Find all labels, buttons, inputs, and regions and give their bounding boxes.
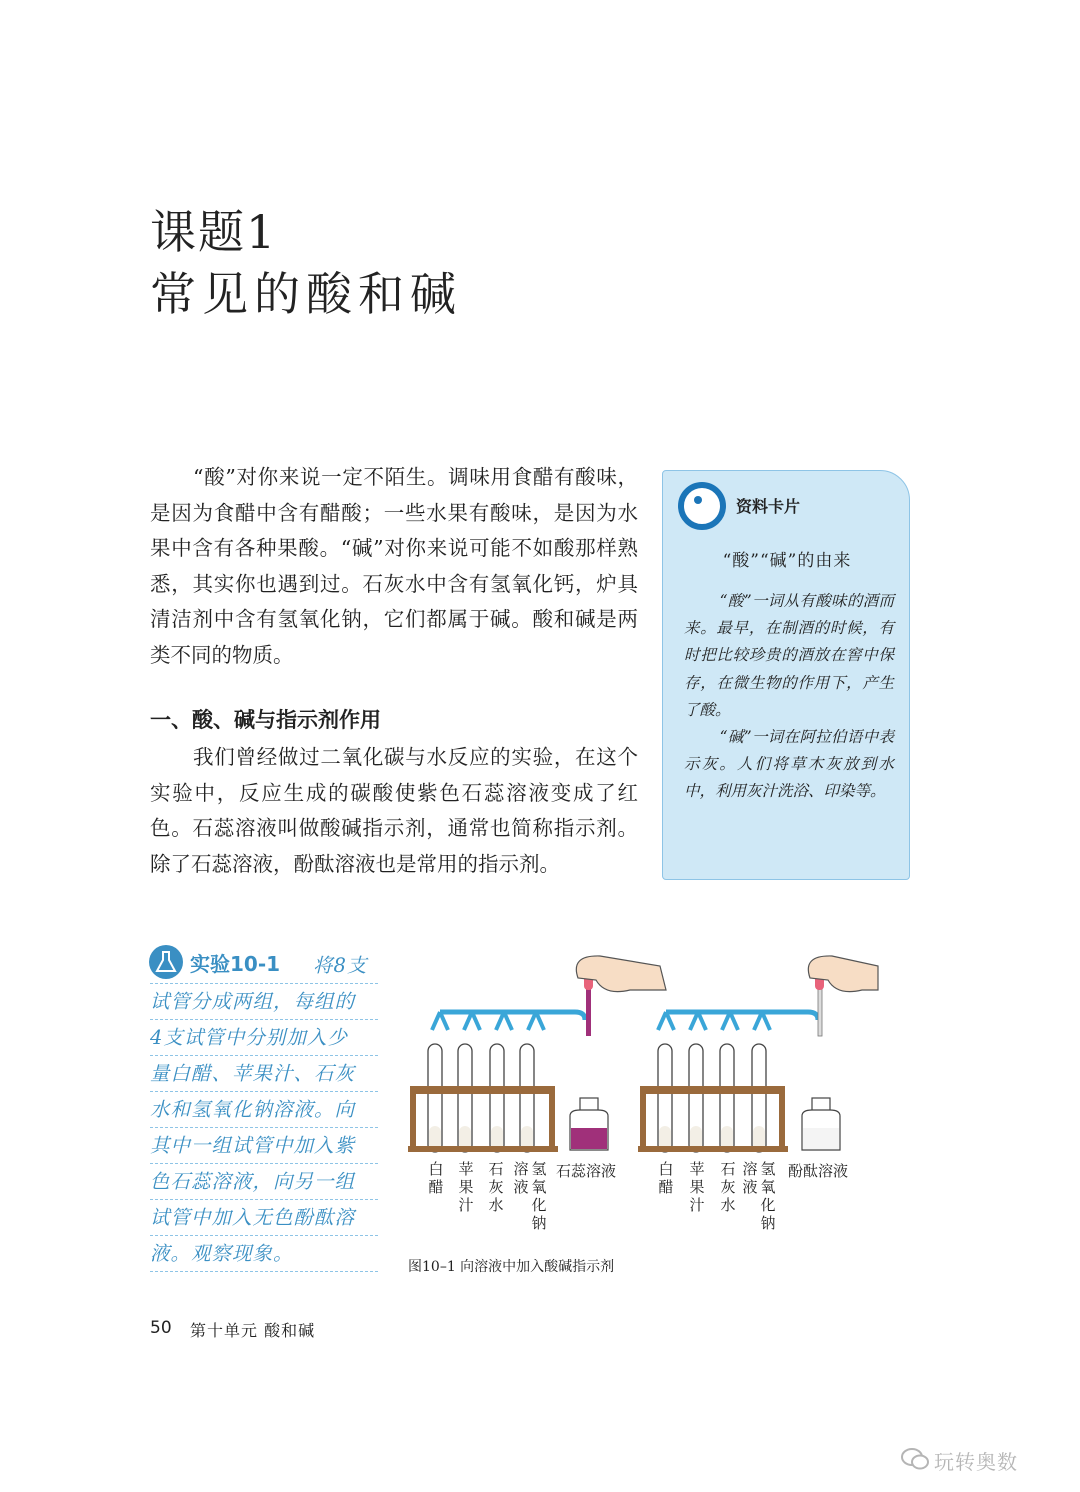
tube-label-apple-juice: 苹 果 汁	[458, 1160, 474, 1214]
test-tube	[428, 1044, 442, 1152]
info-card-subtitle: “酸”“碱”的由来	[722, 551, 852, 571]
tube-label-naoh-b: 氢 氧 化 钠	[531, 1160, 547, 1232]
intro-text: “酸”对你来说一定不陌生。调味用食醋有酸味，是因为食醋中含有醋酸；一些水果有酸味，是因为水果中含有各种果酸。“碱”对你来说可能不如酸那样熟悉，其实你也遇到过。石灰水中含有氢氧化钙，炉具清洁剂中含有氢氧化钠，它们都属于碱。酸和碱是两类不同的物质。	[150, 465, 638, 667]
experiment-line: 色石蕊溶液，向另一组	[150, 1164, 378, 1200]
experiment-line: 试管中加入无色酚酞溶	[150, 1200, 378, 1236]
figure-group-litmus	[408, 956, 666, 1152]
experiment-text	[150, 948, 378, 1272]
experiment-line: 将8支	[150, 948, 378, 984]
tube-label-limewater: 石 灰 水	[488, 1160, 504, 1214]
experiment-line: 水和氢氧化钠溶液。向	[150, 1092, 378, 1128]
tube-label-naoh-a: 溶 液	[513, 1160, 529, 1196]
wechat-icon	[900, 1446, 930, 1472]
info-card-p2: “碱”一词在阿拉伯语中表示灰。人们将草木灰放到水中，利用灰汁洗浴、印染等。	[684, 728, 894, 801]
tube-label-apple-juice: 苹 果 汁	[689, 1160, 705, 1214]
experiment-label: 实验10-1	[190, 952, 281, 976]
tube-label-naoh-a: 溶 液	[742, 1160, 758, 1196]
experiment-line: 量白醋、苹果汁、石灰	[150, 1056, 378, 1092]
tube-label-naoh-b: 氢 氧 化 钠	[760, 1160, 776, 1232]
info-card-label: 资料卡片	[736, 497, 801, 516]
info-card-body	[684, 588, 894, 806]
test-tube	[689, 1044, 703, 1152]
lesson-number: 课题1	[150, 205, 278, 259]
test-tube	[752, 1044, 766, 1152]
dropper-icon	[815, 972, 824, 1036]
experiment-line: 其中一组试管中加入紫	[150, 1128, 378, 1164]
section-text: 我们曾经做过二氧化碳与水反应的实验，在这个实验中，反应生成的碳酸使紫色石蕊溶液变成了红色。石蕊溶液叫做酸碱指示剂，通常也简称指示剂。除了石蕊溶液，酚酞溶液也是常用的指示剂。	[150, 745, 638, 876]
arrow-icon	[440, 1012, 585, 1020]
arrow-icon	[666, 1012, 818, 1020]
section-paragraph	[150, 740, 638, 882]
experiment-line: 4支试管中分别加入少	[150, 1020, 378, 1056]
experiment-line: 液。观察现象。	[150, 1236, 378, 1272]
section-heading: 一、酸、碱与指示剂作用	[150, 708, 381, 732]
tube-label-vinegar: 白 醋	[658, 1160, 674, 1196]
figure-caption: 图10–1 向溶液中加入酸碱指示剂	[408, 1259, 615, 1275]
unit-title: 第十单元 酸和碱	[190, 1321, 316, 1340]
watermark: 玩转奥数	[934, 1450, 1018, 1474]
tube-label-limewater: 石 灰 水	[720, 1160, 736, 1214]
figure-illustration	[400, 950, 880, 1160]
test-tube	[520, 1044, 534, 1152]
info-card-icon	[678, 482, 726, 530]
intro-paragraph	[150, 460, 638, 673]
test-tube	[658, 1044, 672, 1152]
figure-group-phenolphthalein	[638, 956, 878, 1152]
indicator-bottle	[802, 1098, 840, 1150]
tube-label-vinegar: 白 醋	[428, 1160, 444, 1196]
test-tube	[490, 1044, 504, 1152]
info-card-p1: “酸”一词从有酸味的酒而来。最早，在制酒的时候，有时把比较珍贵的酒放在窖中保存，在微生物的作用下，产生了酸。	[684, 592, 894, 719]
test-tube	[458, 1044, 472, 1152]
indicator-label-litmus: 石蕊溶液	[556, 1162, 617, 1180]
experiment-line: 试管分成两组，每组的	[150, 984, 378, 1020]
page-number: 50	[150, 1318, 172, 1338]
test-tube	[720, 1044, 734, 1152]
page-title: 常见的酸和碱	[150, 267, 462, 321]
indicator-label-phenolphthalein: 酚酞溶液	[788, 1162, 849, 1180]
indicator-bottle	[570, 1098, 608, 1150]
dropper-icon	[584, 972, 593, 1036]
